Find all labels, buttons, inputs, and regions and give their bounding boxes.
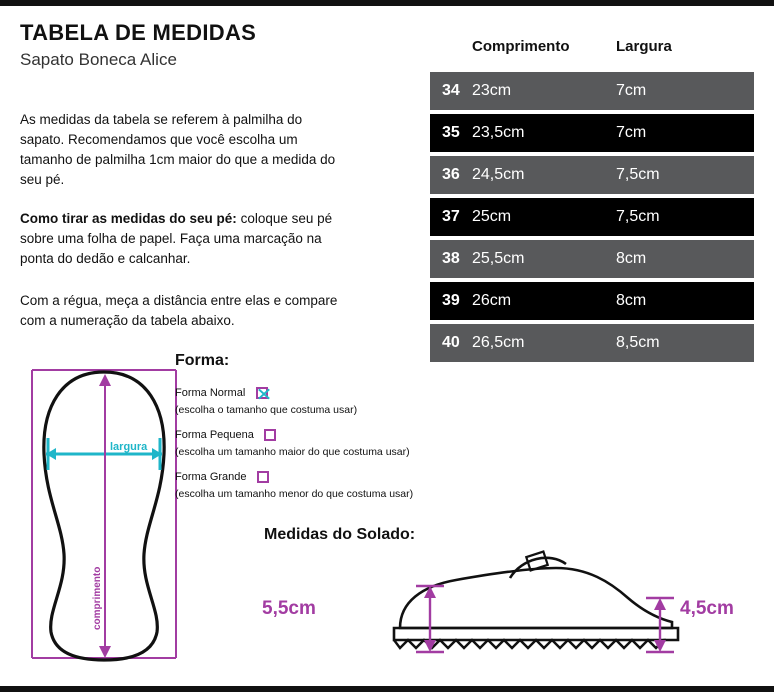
forma-option-grande[interactable] (175, 468, 445, 500)
intro-paragraph-1: As medidas da tabela se referem à palmilha do sapato. Recomendamos que você escolha um tamanho de palmilha 1cm maior do que a medida do seu pé. (20, 112, 336, 187)
solado-title: Medidas do Solado: (264, 526, 416, 543)
largura-label: largura (110, 441, 148, 453)
checkbox-empty-icon[interactable] (257, 471, 269, 483)
solado-right-measure: 4,5cm (680, 598, 734, 619)
intro-paragraph-2 (20, 209, 340, 269)
checkbox-empty-icon[interactable] (264, 429, 276, 441)
intro-paragraph-2-text: coloque seu pé sobre uma folha de papel. Faça uma marcação na ponta do dedão e calcanhar. (20, 211, 333, 266)
cell-size: 38 (442, 250, 460, 267)
cell-size: 37 (442, 208, 460, 225)
forma-option-normal-label: Forma Normal (175, 386, 246, 399)
cell-comprimento: 25cm (472, 208, 512, 225)
cell-comprimento: 25,5cm (472, 250, 525, 267)
cell-size: 36 (442, 166, 460, 183)
forma-title: Forma: (175, 352, 230, 369)
table-row (430, 156, 754, 194)
table-header-row (430, 38, 754, 72)
cell-size: 40 (442, 334, 460, 351)
cell-comprimento: 23cm (472, 82, 512, 99)
shoe-upper (400, 568, 672, 628)
table-row (430, 240, 754, 278)
table-row (430, 198, 754, 236)
cell-largura: 7,5cm (616, 208, 660, 225)
cell-largura: 7,5cm (616, 166, 660, 183)
table-row (430, 282, 754, 320)
sole-outline-svg (14, 358, 194, 678)
shoe-platform (394, 628, 678, 640)
cell-comprimento: 24,5cm (472, 166, 525, 183)
forma-section (175, 352, 445, 510)
cell-largura: 7cm (616, 124, 647, 141)
cell-comprimento: 26,5cm (472, 334, 525, 351)
cell-largura: 8,5cm (616, 334, 660, 351)
sole-outline-diagram (14, 358, 194, 678)
solado-left-measure: 5,5cm (262, 598, 316, 619)
intro-paragraph-3: Com a régua, meça a distância entre elas e compare com a numeração da tabela abaixo. (20, 293, 338, 328)
table-row (430, 324, 754, 362)
forma-option-pequena-note: (escolha um tamanho maior do que costuma usar) (175, 446, 410, 458)
table-row (430, 72, 754, 110)
forma-option-pequena-label: Forma Pequena (175, 428, 254, 441)
size-table (430, 38, 754, 366)
forma-option-grande-label: Forma Grande (175, 470, 247, 483)
cell-size: 35 (442, 124, 460, 141)
cell-size: 39 (442, 292, 460, 309)
page-subtitle: Sapato Boneca Alice (20, 50, 177, 69)
checkbox-checked-icon[interactable] (256, 387, 268, 399)
intro-paragraph-2-bold: Como tirar as medidas do seu pé: (20, 211, 237, 226)
page-content (0, 6, 774, 686)
solado-svg (360, 542, 760, 662)
page-title: TABELA DE MEDIDAS (20, 20, 257, 45)
table-row (430, 114, 754, 152)
cell-largura: 8cm (616, 292, 647, 309)
cell-largura: 8cm (616, 250, 647, 267)
cell-comprimento: 26cm (472, 292, 512, 309)
table-header-comprimento: Comprimento (472, 38, 570, 55)
cell-size: 34 (442, 82, 460, 99)
bottom-border (0, 686, 774, 692)
forma-option-normal-note: (escolha o tamanho que costuma usar) (175, 404, 358, 416)
forma-option-grande-note: (escolha um tamanho menor do que costuma usar) (175, 488, 414, 500)
cell-largura: 7cm (616, 82, 647, 99)
table-header-largura: Largura (616, 38, 672, 55)
comprimento-label: comprimento (92, 566, 103, 630)
solado-diagram (360, 542, 760, 662)
forma-option-normal[interactable] (175, 384, 445, 416)
forma-option-pequena[interactable] (175, 426, 445, 458)
cell-comprimento: 23,5cm (472, 124, 525, 141)
